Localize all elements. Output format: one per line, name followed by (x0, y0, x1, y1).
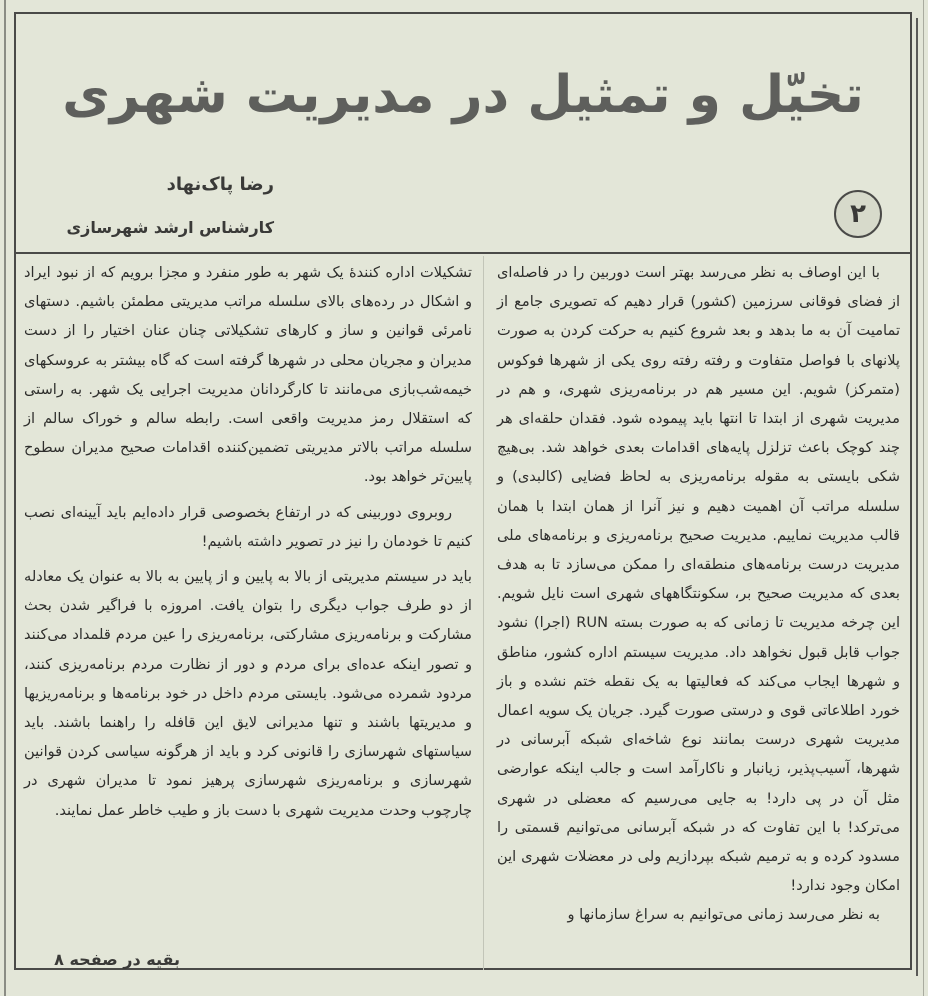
article-column-right (497, 258, 900, 930)
paragraph: روبروی دوربینی که در ارتفاع بخصوصی قرار داده‌ایم باید آیینه‌ای نصب کنیم تا خودمان را نیز در تصویر داشته باشیم! (24, 503, 472, 550)
column-divider (483, 256, 484, 970)
paragraph: با این اوصاف به نظر می‌رسد بهتر است دوربین را در فاصله‌ای از فضای فوقانی سرزمین (کشور) قرار دهیم که تصویری جامع از تمامیت آن به ما بدهد و بعد شروع کنیم به حرکت کردن به صورت پلانهای با فواصل متفاوت و رفته رفته روی یکی از شهرها فوکوس (متمرکز) شویم. این مسیر هم در برنامه‌ریزی شهری، و هم در مدیریت شهری از ابتدا تا انتها باید پیموده شود. فقدان حلقه‌ای هر چند کوچک باعث تزلزل پایه‌های اقدامات بعدی خواهد شد. بی‌هیچ شکی بایستی به مقوله برنامه‌ریزی به لحاظ فضایی (کالبدی) و سلسله مراتب آن اهمیت دهیم و نیز آنرا از همان ابتدا با همان قالب مدیریت نماییم. مدیریت صحیح برنامه‌ریزی و برنامه‌های ملی مدیریت درست برنامه‌های منطقه‌ای را ممکن می‌سازد تا به هدف بعدی که مدیریت صحیح بر، سکونتگاههای شهری است نایل شویم. این چرخه مدیریت تا زمانی که به صورت بسته RUN (اجرا) نشود جواب قابل قبول نخواهد داد. مدیریت سیستم اداره کشور، مناطق و شهرها ایجاب می‌کند که فعالیتها به یک نقطه ختم نشده و باز خورد اطلاعاتی قوی و درستی صورت گیرد. جریان یک سویه اعمال مدیریت شهری درست بمانند نوع شاخه‌ای شبکه آبرسانی در شهرها، آسیب‌پذیر، زیانبار و ناکارآمد است و جالب اینکه عوارضی مثل آن در پی دارد! به جایی می‌رسیم که معضلی در شهری می‌ترکد! با این تفاوت که در شبکه آبرسانی می‌توانیم قسمتی را مسدود کرده و به ترمیم شبکه بپردازیم ولی در معضلات شهری این امکان وجود ندارد! (497, 264, 901, 895)
page-edge-left (4, 0, 6, 996)
author-role: کارشناس ارشد شهرسازی (66, 218, 274, 237)
part-number-badge: ۲ (834, 190, 882, 238)
author-name: رضا پاک‌نهاد (166, 174, 274, 195)
article-column-left (24, 258, 472, 825)
frame-shadow-rule (916, 18, 918, 976)
paragraph: تشکیلات اداره کنندهٔ یک شهر به طور منفرد و مجزا برویم که از نبود ایراد و اشکال در رده‌های بالای سلسله مراتب مدیریتی مطمئن باشیم. دستهای نامرئی قوانین و ساز و کارهای تشکیلاتی چنان عنان اختیار را از دست مدیران و مجریان محلی در شهرها گرفته است که گاه بیشتر به عروسکهای خیمه‌شب‌بازی می‌مانند تا کارگردانان مدیریت اجرایی یک شهر. به راستی که استقلال رمز مدیریت واقعی است. رابطه سالم و خوراک سالم از سلسله مراتب بالاتر مدیریتی تضمین‌کننده اقدامات صحیح مدیران سطوح پایین‌تر خواهد بود. (24, 264, 472, 486)
continued-on-page-note: بقیه در صفحه ۸ (54, 950, 180, 969)
page-edge-right (923, 0, 924, 996)
paragraph: به نظر می‌رسد زمانی می‌توانیم به سراغ سازمانها و (567, 906, 880, 924)
article-header (14, 12, 912, 254)
article-title: تخیّل و تمثیل در مدیریت شهری (62, 65, 864, 125)
paragraph: باید در سیستم مدیریتی از بالا به پایین و از پایین به بالا به عنوان یک معادله از دو طرف جواب دیگری را بتوان یافت. امروزه با فراگیر شدن بحث مشارکت و برنامه‌ریزی مشارکتی، برنامه‌ریزی را عین مردم قلمداد می‌کنند و تصور اینکه عده‌ای برای مردم و دور از نظارت مردم برنامه‌ریزی کنند، مردود شمرده می‌شود. بایستی مردم داخل در خود برنامه‌ها و برنامه‌ریزیها و مدیریتها باشند و تنها مدیرانی لایق این قافله را راهنما باشند. باید سیاستهای شهرسازی را قانونی کرد و باید از هرگونه سیاسی کردن قوانین شهرسازی و برنامه‌ریزی شهرسازی پرهیز نمود تا مدیران شهری در چارچوب وحدت مدیریت شهری با دست باز و طیب خاطر عمل نمایند. (24, 568, 472, 819)
